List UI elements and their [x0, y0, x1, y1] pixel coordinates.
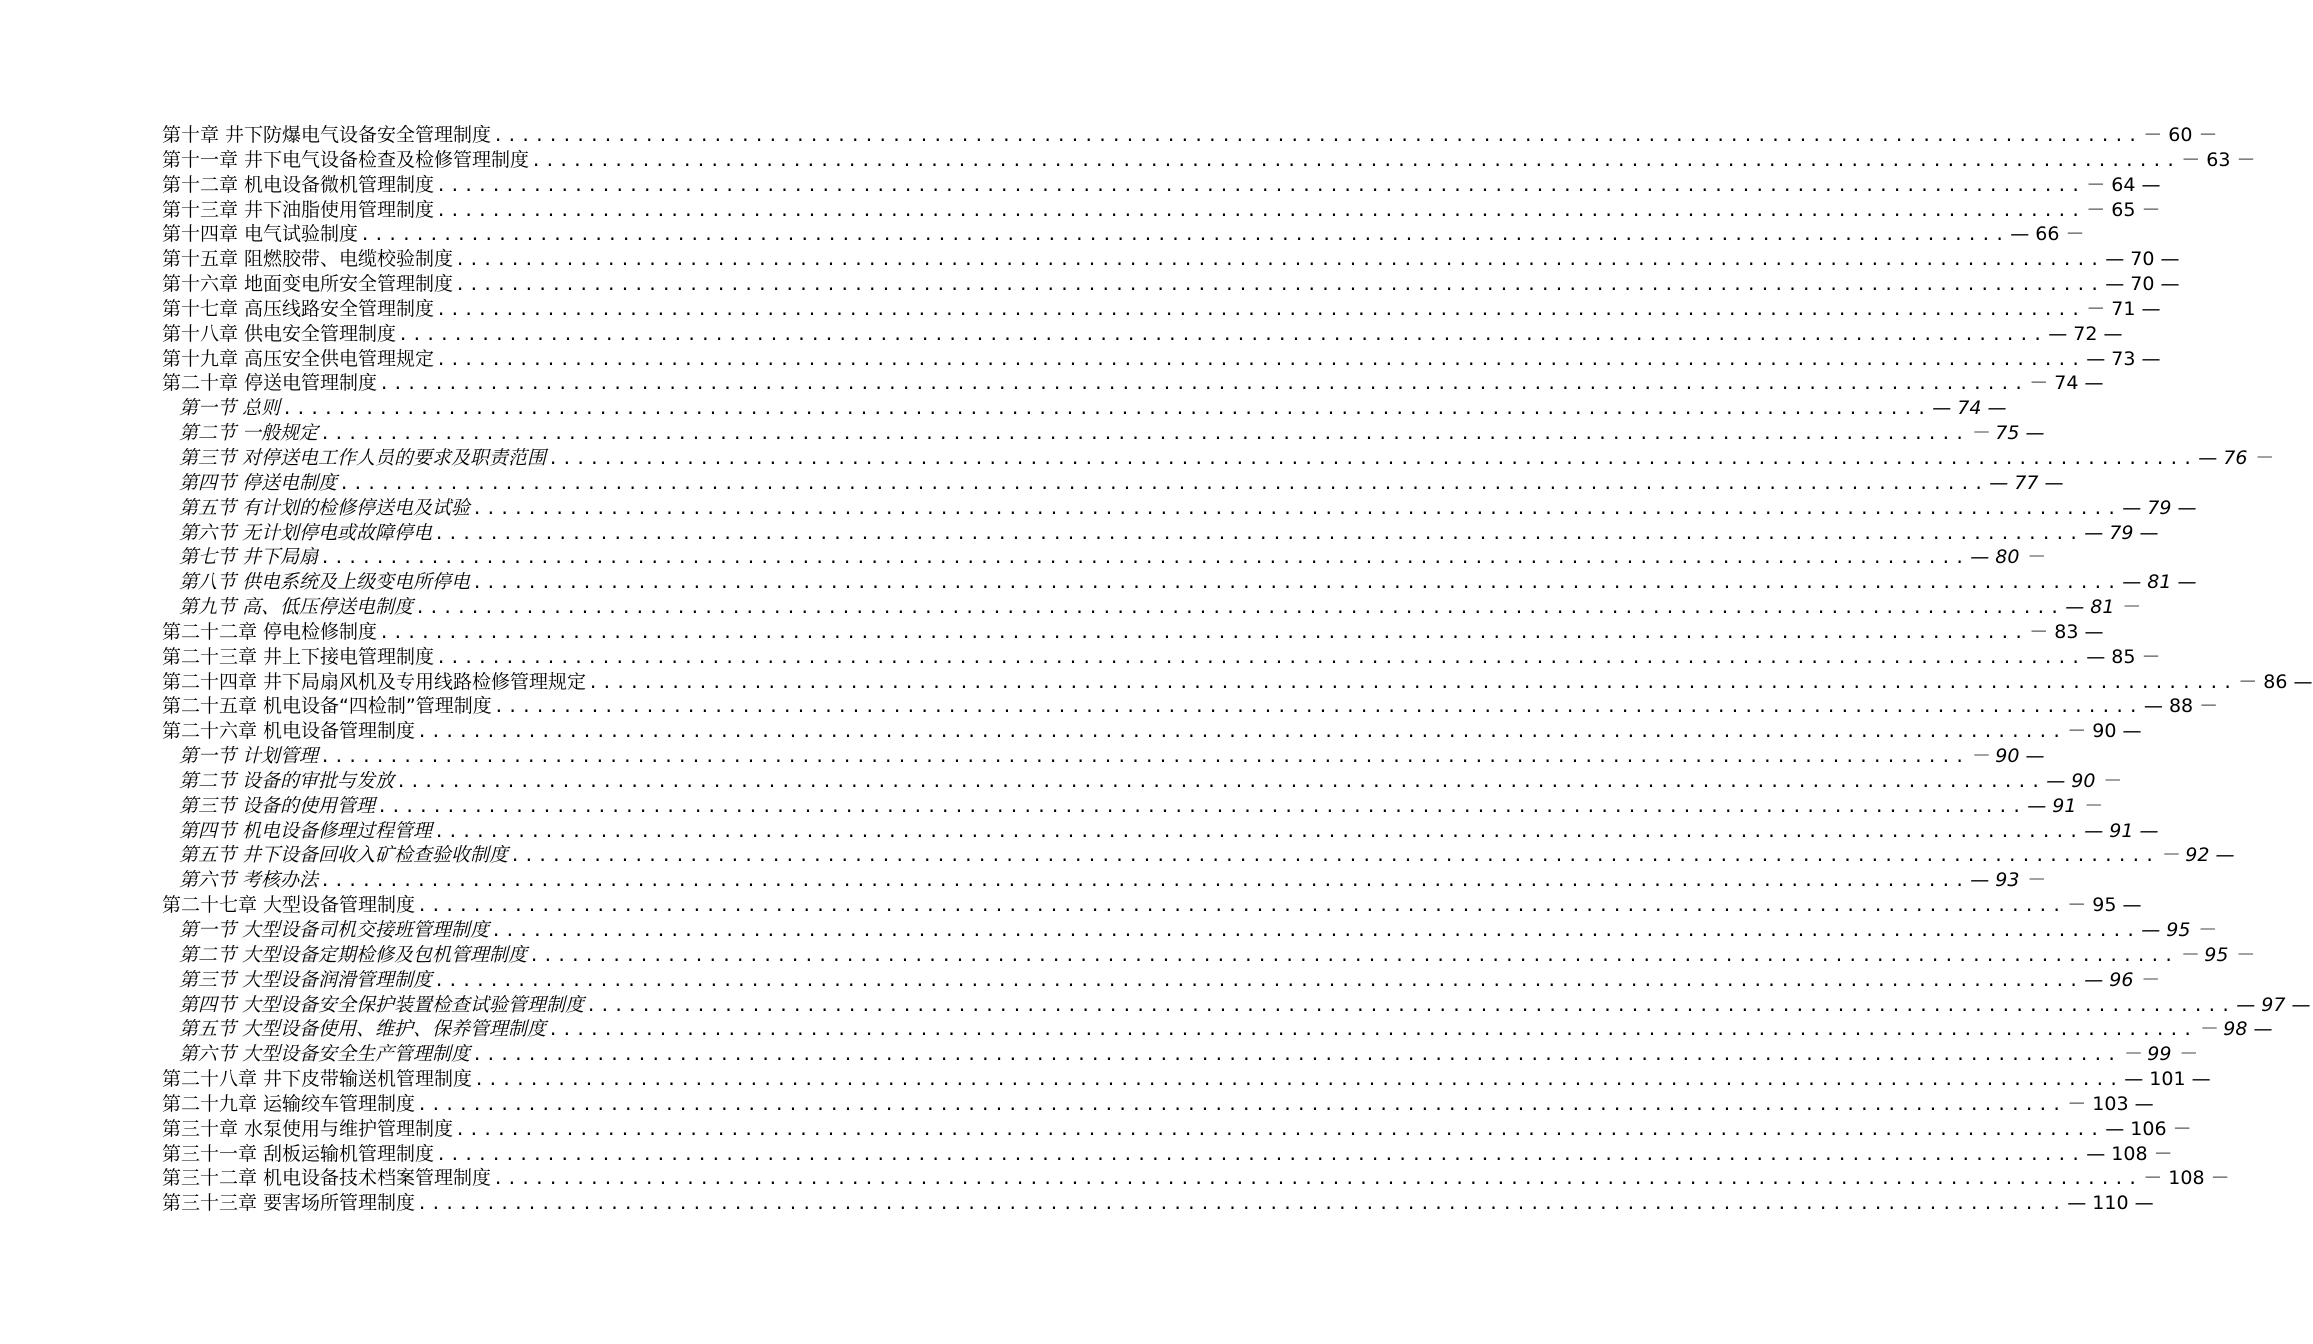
- toc-entry-page: － 75 —: [1970, 422, 2045, 445]
- toc-chapter-entry: [162, 371, 2104, 396]
- toc-entry-page: — 80 －: [1970, 546, 2045, 569]
- toc-entry-page: － 60 －: [2143, 124, 2218, 146]
- toc-entry-page: — 74 —: [1932, 397, 2007, 420]
- toc-entry-page: — 66 －: [2010, 223, 2085, 246]
- toc-dot-leader: ........................................................................................................................: [379, 374, 2028, 395]
- toc-entry-page: － 92 —: [2160, 844, 2235, 867]
- toc-entry-title: 第十八章 供电安全管理制度: [162, 322, 397, 345]
- toc-dot-leader: ........................................................................................................................: [360, 225, 2009, 246]
- toc-dot-leader: ........................................................................................................................: [434, 523, 2083, 544]
- toc-entry-page: － 65 －: [2086, 198, 2161, 221]
- toc-dot-leader: ........................................................................................................................: [531, 150, 2180, 171]
- toc-entry-page: — 70 —: [2105, 273, 2180, 296]
- toc-section-entry: [162, 868, 2045, 893]
- toc-entry-page: － 95 —: [2067, 894, 2142, 917]
- toc-entry-title: 第三十三章 要害场所管理制度: [162, 1192, 416, 1215]
- toc-dot-leader: ........................................................................................................................: [529, 945, 2178, 966]
- toc-dot-leader: ........................................................................................................................: [472, 573, 2121, 594]
- toc-chapter-entry: [162, 123, 2218, 148]
- toc-entry-title: 第五节 有计划的检修停送电及试验: [179, 496, 471, 519]
- toc-entry-title: 第十九章 高压安全供电管理规定: [162, 347, 435, 370]
- toc-entry-title: 第二十五章 机电设备“四检制”管理制度: [162, 695, 492, 718]
- toc-dot-leader: ........................................................................................................................: [472, 498, 2121, 519]
- toc-dot-leader: ........................................................................................................................: [455, 1119, 2104, 1140]
- toc-dot-leader: ........................................................................................................................: [493, 126, 2142, 146]
- toc-dot-leader: ........................................................................................................................: [415, 598, 2064, 619]
- toc-chapter-entry: [162, 173, 2161, 198]
- toc-entry-title: 第一节 计划管理: [179, 745, 319, 768]
- toc-section-entry: [162, 1042, 2197, 1067]
- toc-dot-leader: ........................................................................................................................: [434, 821, 2083, 842]
- toc-chapter-entry: [162, 1067, 2211, 1092]
- toc-dot-leader: ........................................................................................................................: [455, 250, 2104, 271]
- toc-entry-title: 第八节 供电系统及上级变电所停电: [179, 571, 471, 594]
- toc-entry-page: － 64 —: [2086, 173, 2161, 196]
- toc-dot-leader: ........................................................................................................................: [398, 324, 2047, 345]
- toc-entry-page: — 97 —: [2236, 993, 2311, 1016]
- toc-dot-leader: ........................................................................................................................: [474, 1070, 2123, 1091]
- toc-chapter-entry: [162, 719, 2142, 744]
- toc-entry-title: 第十六章 地面变电所安全管理制度: [162, 273, 454, 296]
- toc-section-entry: [162, 471, 2064, 496]
- toc-entry-title: 第三十二章 机电设备技术档案管理制度: [162, 1167, 492, 1190]
- toc-dot-leader: ........................................................................................................................: [436, 1144, 2085, 1165]
- toc-entry-page: － 90 —: [2067, 720, 2142, 743]
- toc-entry-title: 第十七章 高压线路安全管理制度: [162, 297, 435, 320]
- toc-section-entry: [162, 570, 2197, 595]
- toc-entry-page: — 72 —: [2048, 322, 2123, 345]
- toc-chapter-entry: [162, 247, 2180, 272]
- toc-entry-title: 第五节 大型设备使用、维护、保养管理制度: [179, 1018, 547, 1041]
- toc-dot-leader: ........................................................................................................................: [455, 275, 2104, 296]
- toc-entry-page: — 106 －: [2105, 1117, 2192, 1140]
- toc-entry-page: — 81 —: [2122, 571, 2197, 594]
- toc-entry-page: — 91 —: [2084, 819, 2159, 842]
- toc-entry-title: 第五节 井下设备回收入矿检查验收制度: [179, 844, 509, 867]
- toc-dot-leader: ........................................................................................................................: [548, 1020, 2197, 1041]
- toc-entry-page: － 90 —: [1970, 745, 2045, 768]
- toc-entry-page: — 93 －: [1970, 869, 2045, 892]
- toc-chapter-entry: [162, 272, 2180, 297]
- toc-entry-page: － 63 －: [2181, 148, 2256, 171]
- toc-dot-leader: ........................................................................................................................: [510, 846, 2159, 867]
- toc-dot-leader: ........................................................................................................................: [434, 970, 2083, 991]
- toc-chapter-entry: [162, 322, 2123, 347]
- toc-entry-title: 第三十章 水泵使用与维护管理制度: [162, 1117, 454, 1140]
- toc-entry-page: — 88 －: [2143, 695, 2219, 718]
- toc-dot-leader: ........................................................................................................................: [320, 424, 1969, 445]
- toc-entry-page: — 85 －: [2086, 645, 2161, 668]
- toc-entry-title: 第六节 大型设备安全生产管理制度: [179, 1043, 471, 1066]
- toc-dot-leader: ........................................................................................................................: [493, 697, 2142, 718]
- toc-entry-page: — 77 —: [1989, 471, 2064, 494]
- toc-entry-page: — 101 —: [2124, 1068, 2211, 1091]
- toc-entry-title: 第二十章 停送电管理制度: [162, 372, 378, 395]
- toc-chapter-entry: [162, 347, 2161, 372]
- toc-entry-page: － 95 －: [2179, 943, 2254, 966]
- toc-entry-page: — 96 －: [2084, 968, 2159, 991]
- toc-section-entry: [162, 993, 2311, 1018]
- toc-section-entry: [162, 496, 2197, 521]
- toc-entry-page: — 81 －: [2065, 596, 2140, 619]
- toc-dot-leader: ........................................................................................................................: [436, 175, 2085, 196]
- toc-chapter-entry: [162, 198, 2161, 223]
- toc-dot-leader: ........................................................................................................................: [436, 200, 2085, 221]
- toc-entry-title: 第二节 大型设备定期检修及包机管理制度: [179, 943, 528, 966]
- toc-section-entry: [162, 421, 2045, 446]
- toc-entry-page: － 74 —: [2029, 372, 2104, 395]
- toc-entry-page: — 108 －: [2086, 1142, 2173, 1165]
- toc-chapter-entry: [162, 670, 2313, 695]
- toc-section-entry: [162, 744, 2045, 769]
- toc-entry-page: － 86 —: [2238, 670, 2313, 693]
- toc-entry-page: — 91 －: [2027, 794, 2102, 817]
- toc-dot-leader: ........................................................................................................................: [320, 548, 1969, 569]
- toc-entry-page: — 79 —: [2122, 496, 2197, 519]
- toc-section-entry: [162, 843, 2235, 868]
- toc-entry-title: 第四节 停送电制度: [179, 471, 338, 494]
- toc-chapter-entry: [162, 645, 2161, 670]
- toc-section-entry: [162, 968, 2159, 993]
- toc-entry-title: 第四节 大型设备安全保护装置检查试验管理制度: [179, 993, 585, 1016]
- toc-section-entry: [162, 521, 2159, 546]
- toc-dot-leader: ........................................................................................................................: [586, 995, 2235, 1016]
- toc-dot-leader: ........................................................................................................................: [493, 1169, 2142, 1190]
- toc-entry-title: 第十五章 阻燃胶带、电缆校验制度: [162, 248, 454, 271]
- toc-dot-leader: ........................................................................................................................: [436, 647, 2085, 668]
- toc-entry-title: 第六节 考核办法: [179, 869, 319, 892]
- toc-entry-title: 第十二章 机电设备微机管理制度: [162, 173, 435, 196]
- toc-entry-page: — 95 －: [2141, 919, 2216, 941]
- toc-chapter-entry: [162, 1092, 2154, 1117]
- toc-entry-page: － 83 —: [2029, 620, 2104, 643]
- toc-dot-leader: ........................................................................................................................: [320, 871, 1969, 892]
- toc-dot-leader: ........................................................................................................................: [339, 473, 1988, 494]
- toc-section-entry: [162, 545, 2045, 570]
- toc-entry-title: 第六节 无计划停电或故障停电: [179, 521, 433, 544]
- toc-section-entry: [162, 595, 2140, 620]
- toc-entry-title: 第二十三章 井上下接电管理制度: [162, 645, 435, 668]
- toc-chapter-entry: [162, 1166, 2230, 1191]
- toc-entry-page: — 110 —: [2067, 1192, 2154, 1215]
- toc-dot-leader: ........................................................................................................................: [282, 399, 1931, 420]
- toc-section-entry: [162, 769, 2121, 794]
- toc-chapter-entry: [162, 893, 2142, 918]
- toc-dot-leader: ........................................................................................................................: [396, 771, 2045, 792]
- toc-section-entry: [162, 943, 2254, 968]
- toc-entry-page: — 73 —: [2086, 347, 2161, 370]
- toc-dot-leader: ........................................................................................................................: [472, 1045, 2121, 1066]
- toc-entry-title: 第二十二章 停电检修制度: [162, 620, 378, 643]
- toc-entry-title: 第三节 大型设备润滑管理制度: [179, 968, 433, 991]
- toc-section-entry: [162, 446, 2273, 471]
- toc-entry-title: 第二十四章 井下局扇风机及专用线路检修管理规定: [162, 670, 587, 693]
- toc-entry-title: 第二十九章 运输绞车管理制度: [162, 1092, 416, 1115]
- toc-entry-page: － 99 －: [2122, 1043, 2197, 1066]
- toc-chapter-entry: [162, 694, 2219, 719]
- toc-chapter-entry: [162, 1142, 2173, 1167]
- toc-entry-title: 第三节 对停送电工作人员的要求及职责范围: [179, 446, 547, 469]
- toc-section-entry: [162, 819, 2159, 844]
- toc-entry-title: 第一节 总则: [179, 397, 281, 420]
- table-of-contents: [162, 123, 2313, 1216]
- toc-entry-title: 第七节 井下局扇: [179, 546, 319, 569]
- toc-chapter-entry: [162, 222, 2085, 247]
- toc-dot-leader: ........................................................................................................................: [417, 1094, 2066, 1115]
- toc-entry-page: — 70 —: [2105, 248, 2180, 271]
- toc-dot-leader: ........................................................................................................................: [588, 672, 2237, 693]
- toc-dot-leader: ........................................................................................................................: [417, 1194, 2066, 1215]
- toc-entry-title: 第二十六章 机电设备管理制度: [162, 720, 416, 743]
- toc-entry-page: — 90 －: [2046, 769, 2121, 792]
- toc-dot-leader: ........................................................................................................................: [417, 722, 2066, 743]
- toc-entry-title: 第三节 设备的使用管理: [179, 794, 376, 817]
- toc-entry-title: 第四节 机电设备修理过程管理: [179, 819, 433, 842]
- toc-entry-title: 第十一章 井下电气设备检查及检修管理制度: [162, 148, 530, 171]
- toc-entry-page: － 103 —: [2067, 1092, 2154, 1115]
- toc-entry-title: 第二十八章 井下皮带输送机管理制度: [162, 1068, 473, 1091]
- toc-entry-title: 第二节 设备的审批与发放: [179, 769, 395, 792]
- toc-section-entry: [162, 794, 2102, 819]
- toc-chapter-entry: [162, 620, 2104, 645]
- toc-dot-leader: ........................................................................................................................: [377, 796, 2026, 817]
- toc-entry-page: — 76 －: [2198, 446, 2273, 469]
- toc-section-entry: [162, 1017, 2273, 1042]
- toc-entry-title: 第二十七章 大型设备管理制度: [162, 894, 416, 917]
- toc-entry-page: － 108 －: [2143, 1167, 2230, 1190]
- toc-entry-title: 第十三章 井下油脂使用管理制度: [162, 198, 435, 221]
- toc-section-entry: [162, 918, 2216, 943]
- toc-dot-leader: ........................................................................................................................: [379, 622, 2028, 643]
- toc-entry-title: 第二节 一般规定: [179, 422, 319, 445]
- toc-dot-leader: ........................................................................................................................: [436, 349, 2085, 370]
- toc-entry-title: 第九节 高、低压停送电制度: [179, 596, 414, 619]
- toc-chapter-entry: [162, 148, 2256, 173]
- toc-dot-leader: ........................................................................................................................: [417, 896, 2066, 917]
- toc-entry-page: － 71 —: [2086, 297, 2161, 320]
- toc-dot-leader: ........................................................................................................................: [491, 921, 2140, 941]
- toc-dot-leader: ........................................................................................................................: [436, 299, 2085, 320]
- toc-chapter-entry: [162, 1191, 2154, 1216]
- toc-chapter-entry: [162, 297, 2161, 322]
- toc-entry-title: 第十章 井下防爆电气设备安全管理制度: [162, 124, 492, 146]
- toc-entry-page: － 98 —: [2198, 1018, 2273, 1041]
- toc-entry-title: 第一节 大型设备司机交接班管理制度: [179, 919, 490, 941]
- toc-dot-leader: ........................................................................................................................: [320, 747, 1969, 768]
- toc-dot-leader: ........................................................................................................................: [548, 448, 2197, 469]
- toc-chapter-entry: [162, 1117, 2192, 1142]
- toc-entry-title: 第三十一章 刮板运输机管理制度: [162, 1142, 435, 1165]
- toc-section-entry: [162, 396, 2007, 421]
- toc-entry-page: — 79 —: [2084, 521, 2159, 544]
- toc-entry-title: 第十四章 电气试验制度: [162, 223, 359, 246]
